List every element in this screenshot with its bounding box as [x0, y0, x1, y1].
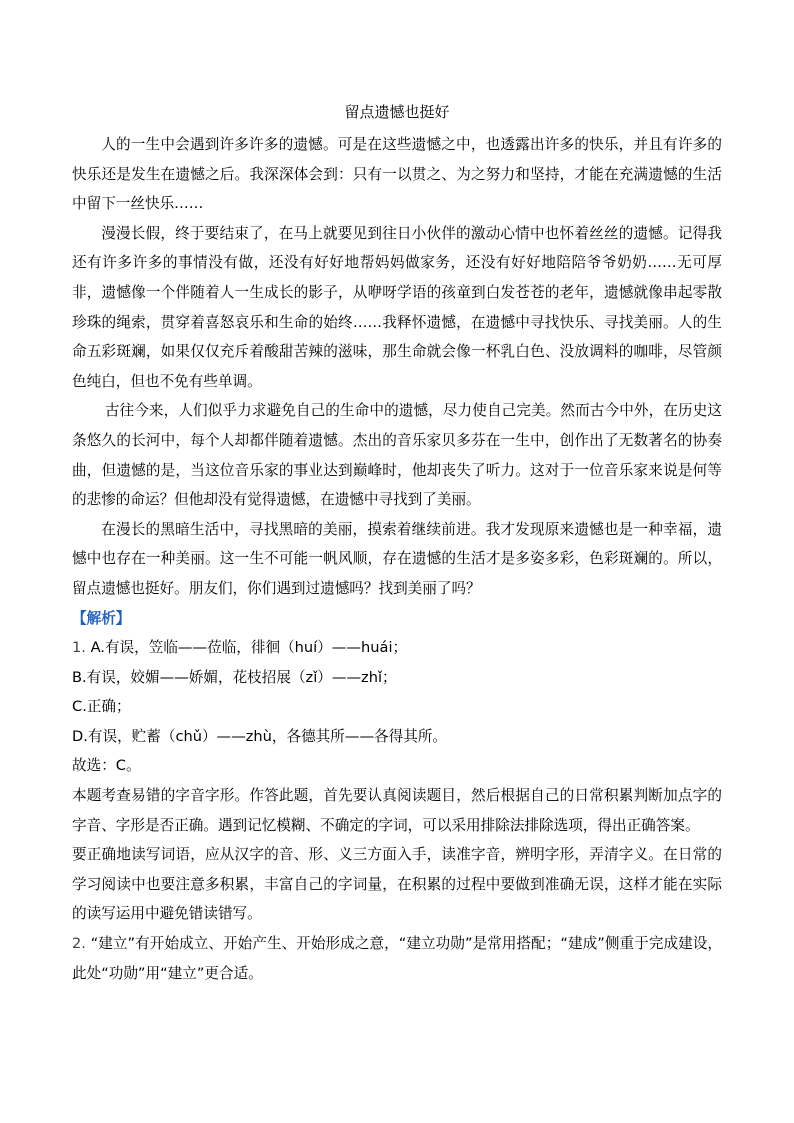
document-page — [72, 100, 722, 988]
essay-title: 留点遗憾也挺好 — [344, 103, 450, 121]
q1-option-a-text: A.有误，笠临——莅临，徘徊（huí）——huái； — [90, 639, 408, 657]
essay-paragraph-3: 古往今来，人们似乎力求避免自己的生命中的遗憾，尽力使自己完美。然而古今中外，在历史这条悠久的长河中，每个人却都伴随着遗憾。杰出的音乐家贝多芬在一生中，创作出了无数著名的协奏曲，但遗憾的是，当这位音乐家的事业达到巅峰时，他却丧失了听力。这对于一位音乐家来说是何等的悲惨的命运？但他却没有觉得遗憾，在遗憾中寻找到了美丽。 — [72, 402, 722, 509]
essay-paragraph-4: 在漫长的黑暗生活中，寻找黑暗的美丽，摸索着继续前进。我才发现原来遗憾也是一种幸福，遗憾中也存在一种美丽。这一生不可能一帆风顺，存在遗憾的生活才是多姿多彩，色彩斑斓的。所以，留点遗憾也挺好。朋友们，你们遇到过遗憾吗？找到美丽了吗？ — [72, 520, 722, 597]
q2-number: 2. — [72, 935, 86, 953]
q2-explanation-text: “建立”有开始成立、开始产生、开始形成之意，“建立功勋”是常用搭配；“建成”侧重于完成建设，此处“功勋”用“建立”更合适。 — [72, 935, 723, 982]
q1-explanation-2: 要正确地读写词语，应从汉字的音、形、义三方面入手，读准字音，辨明字形，弄清字义。在日常的学习阅读中也要注意多积累，丰富自己的字词量，在积累的过程中要做到准确无误，这样才能在实际的读写运用中避免错读错写。 — [72, 846, 722, 923]
q1-option-a — [72, 633, 722, 663]
essay-paragraph-1: 人的一生中会遇到许多许多的遗憾。可是在这些遗憾之中，也透露出许多的快乐，并且有许多的快乐还是发生在遗憾之后。我深深体会到：只有一以贯之、为之努力和坚持，才能在充满遗憾的生活中留下一丝快乐…… — [72, 136, 722, 213]
q1-explanation-1: 本题考查易错的字音字形。作答此题，首先要认真阅读题目，然后根据自己的日常积累判断加点字的字音、字形是否正确。遇到记忆模糊、不确定的字词，可以采用排除法排除选项，得出正确答案。 — [72, 787, 722, 834]
essay-paragraph-2: 漫漫长假，终于要结束了，在马上就要见到往日小伙伴的激动心情中也怀着丝丝的遗憾。记得我还有许多许多的事情没有做，还没有好好地帮妈妈做家务，还没有好好地陪陪爷爷奶奶……无可厚非，遗憾像一个伴随着人一生成长的影子，从咿呀学语的孩童到白发苍苍的老年，遗憾就像串起零散珍珠的绳索，贯穿着喜怒哀乐和生命的始终……我释怀遗憾，在遗憾中寻找快乐、寻找美丽。人的生命五彩斑斓，如果仅仅充斥着酸甜苦辣的滋味，那生命就会像一杯乳白色、没放调料的咖啡，尽管颜色纯白，但也不免有些单调。 — [72, 224, 722, 390]
q1-option-d: D.有误，贮蓄（chǔ）——zhù，各德其所——各得其所。 — [72, 727, 448, 745]
q2-explanation — [72, 929, 722, 988]
q1-number: 1. — [72, 639, 86, 657]
q1-choice: 故选：C。 — [72, 757, 141, 775]
analysis-label: 【解析】 — [72, 609, 131, 627]
q1-option-c: C.正确； — [72, 698, 131, 716]
q1-option-b: B.有误，姣媚——娇媚，花枝招展（zǐ）——zhǐ； — [72, 668, 397, 686]
